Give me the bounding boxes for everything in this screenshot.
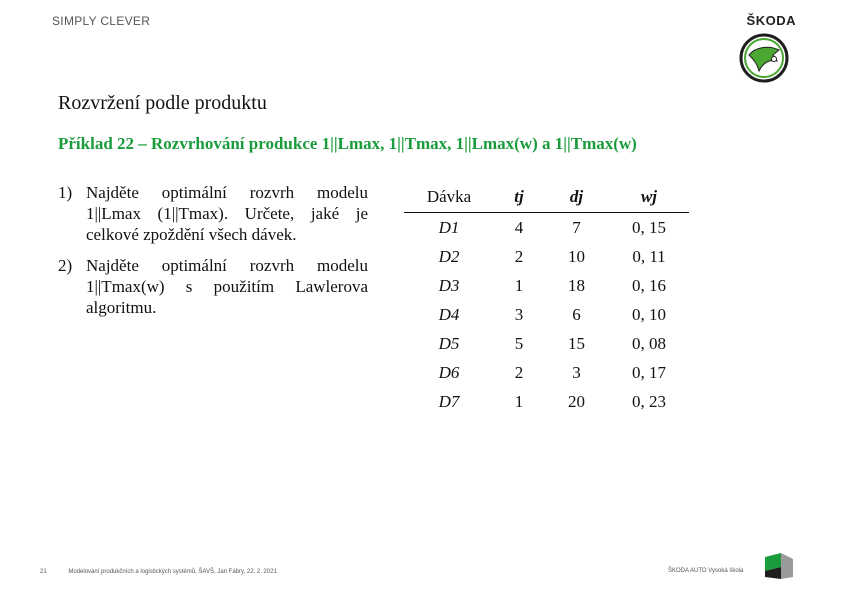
task-text: Najděte optimální rozvrh modelu 1||Tmax(w) s použitím Lawlerova algoritmu. bbox=[86, 256, 368, 317]
dj-cell: 18 bbox=[568, 275, 585, 295]
batch-cell: D4 bbox=[438, 304, 460, 324]
dj-cell: 7 bbox=[572, 217, 581, 237]
slide-title: Rozvržení podle produktu bbox=[58, 92, 267, 114]
tj-cell: 1 bbox=[514, 391, 524, 411]
example-title: Příklad 22 – Rozvrhování produkce 1||Lmax, 1||Tmax, 1||Lmax(w) a 1||Tmax(w) bbox=[58, 134, 637, 153]
batch-cell: D3 bbox=[438, 275, 460, 295]
batch-cell: D6 bbox=[438, 362, 460, 382]
table-row bbox=[404, 213, 689, 243]
wj-cell: 0, 17 bbox=[632, 362, 666, 382]
task-number: 2) bbox=[58, 256, 73, 275]
dj-cell: 6 bbox=[572, 304, 581, 324]
batch-cell: D5 bbox=[438, 333, 460, 353]
footer-left bbox=[40, 569, 277, 575]
dj-cell: 20 bbox=[568, 391, 585, 411]
task-item bbox=[58, 182, 368, 245]
dj-cell: 10 bbox=[568, 246, 585, 266]
table-row bbox=[404, 329, 689, 358]
header-weight: wj bbox=[609, 182, 689, 213]
tj-cell: 3 bbox=[514, 304, 524, 324]
table-header-row bbox=[404, 182, 689, 213]
tj-cell: 5 bbox=[514, 333, 524, 353]
tj-cell: 4 bbox=[514, 217, 524, 237]
header-due-date: dj bbox=[544, 182, 609, 213]
batch-table bbox=[404, 182, 689, 416]
wj-cell: 0, 08 bbox=[632, 333, 666, 353]
batch-cell: D1 bbox=[438, 217, 460, 237]
task-text: Najděte optimální rozvrh modelu 1||Lmax (1||Tmax). Určete, jaké je celkové zpoždění všech dávek. bbox=[86, 183, 368, 244]
school-flag-icon bbox=[763, 551, 795, 581]
school-name: ŠKODA AUTO Vysoká škola bbox=[668, 568, 744, 574]
table-row bbox=[404, 387, 689, 416]
batch-cell: D2 bbox=[438, 246, 460, 266]
table-row bbox=[404, 242, 689, 271]
task-item bbox=[58, 255, 368, 318]
batch-cell: D7 bbox=[438, 391, 460, 411]
dj-cell: 15 bbox=[568, 333, 585, 353]
task-list bbox=[58, 182, 368, 328]
task-number: 1) bbox=[58, 183, 73, 202]
course-info: Modelování produkčních a logistických systémů, ŠAVŠ, Jan Fábry, 22. 2. 2021 bbox=[68, 569, 277, 575]
table-row bbox=[404, 358, 689, 387]
header-processing-time: tj bbox=[494, 182, 544, 213]
tagline: SIMPLY CLEVER bbox=[52, 14, 151, 28]
wj-cell: 0, 11 bbox=[632, 246, 666, 266]
header-batch: Dávka bbox=[404, 182, 494, 213]
wj-cell: 0, 15 bbox=[632, 217, 666, 237]
tj-cell: 1 bbox=[514, 275, 524, 295]
tj-cell: 2 bbox=[514, 246, 524, 266]
wj-cell: 0, 16 bbox=[632, 275, 666, 295]
tj-cell: 2 bbox=[514, 362, 524, 382]
wj-cell: 0, 23 bbox=[632, 391, 666, 411]
dj-cell: 3 bbox=[572, 362, 581, 382]
skoda-logo-icon bbox=[739, 33, 789, 83]
table-row bbox=[404, 271, 689, 300]
table-row bbox=[404, 300, 689, 329]
wj-cell: 0, 10 bbox=[632, 304, 666, 324]
brand-wordmark: ŠKODA bbox=[746, 13, 796, 28]
page-number: 21 bbox=[40, 569, 47, 575]
